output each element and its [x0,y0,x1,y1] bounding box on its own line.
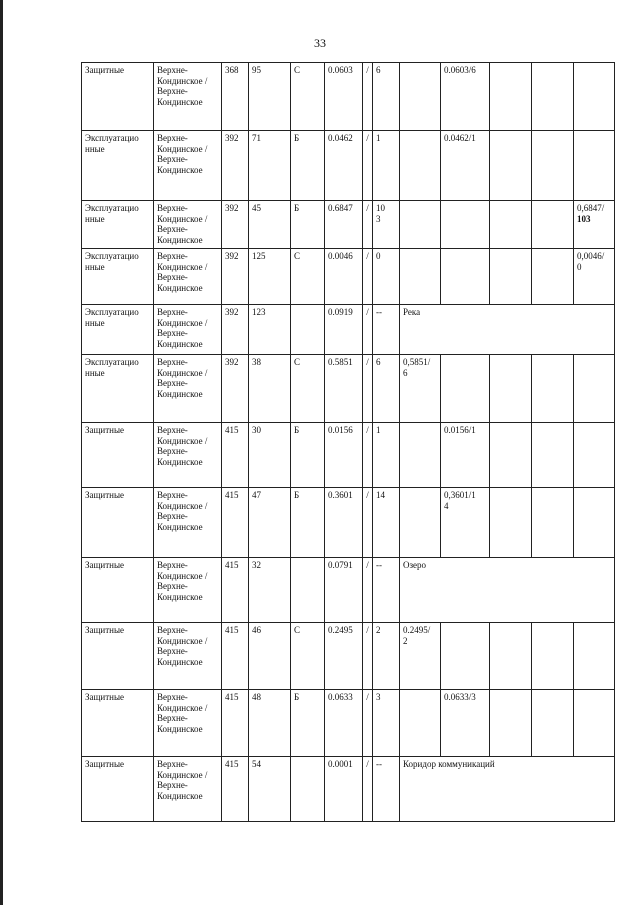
value-cell [400,690,441,757]
category-cell: Защитные [82,757,154,822]
value-cell [490,423,532,488]
quarter-cell: 392 [222,355,249,423]
table-row [82,201,615,249]
letter-cell [291,757,325,822]
separator-cell: / [363,423,373,488]
category-cell: Эксплуатацио нные [82,201,154,249]
table-row [82,423,615,488]
number-cell: 6 [373,63,400,131]
letter-cell: С [291,623,325,690]
forestry-cell: Верхне- Кондинское / Верхне- Кондинское [154,305,222,355]
category-cell: Защитные [82,690,154,757]
value-cell: 0,6847/ 103 [574,201,615,249]
value-cell [400,131,441,201]
category-cell: Эксплуатацио нные [82,355,154,423]
separator-cell: / [363,488,373,558]
area-cell: 0.0791 [325,558,363,623]
forestry-cell: Верхне- Кондинское / Верхне- Кондинское [154,488,222,558]
value-cell [490,249,532,305]
land-type-cell: Озеро [400,558,615,623]
letter-cell: С [291,249,325,305]
plot-cell: 95 [249,63,291,131]
land-type-cell: Коридор коммуникаций [400,757,615,822]
forestry-cell: Верхне- Кондинское / Верхне- Кондинское [154,355,222,423]
letter-cell [291,558,325,623]
number-cell: 2 [373,623,400,690]
area-cell: 0.0046 [325,249,363,305]
number-cell: -- [373,558,400,623]
land-type-cell: Река [400,305,615,355]
value-cell: 0,5851/ 6 [400,355,441,423]
forestry-cell: Верхне- Кондинское / Верхне- Кондинское [154,558,222,623]
category-cell: Защитные [82,623,154,690]
quarter-cell: 392 [222,201,249,249]
letter-cell: Б [291,131,325,201]
separator-cell: / [363,131,373,201]
separator-cell: / [363,249,373,305]
area-cell: 0.0001 [325,757,363,822]
value-cell [532,249,574,305]
separator-cell: / [363,201,373,249]
number-cell: 0 [373,249,400,305]
forestry-cell: Верхне- Кондинское / Верхне- Кондинское [154,623,222,690]
category-cell: Эксплуатацио нные [82,131,154,201]
plot-cell: 47 [249,488,291,558]
value-cell: 0.0633/3 [441,690,490,757]
plot-cell: 71 [249,131,291,201]
value-cell [490,201,532,249]
number-cell: -- [373,757,400,822]
letter-cell [291,305,325,355]
forestry-cell: Верхне- Кондинское / Верхне- Кондинское [154,757,222,822]
table-row [82,355,615,423]
separator-cell: / [363,690,373,757]
forestry-cell: Верхне- Кондинское / Верхне- Кондинское [154,249,222,305]
plot-cell: 123 [249,305,291,355]
forest-plot-table [81,62,615,822]
number-cell: 1 [373,131,400,201]
value-cell [574,623,615,690]
value-cell [574,131,615,201]
plot-cell: 54 [249,757,291,822]
letter-cell: С [291,63,325,131]
number-cell: 3 [373,690,400,757]
separator-cell: / [363,355,373,423]
value-cell [400,63,441,131]
quarter-cell: 415 [222,423,249,488]
area-cell: 0.5851 [325,355,363,423]
scan-edge [0,0,3,905]
page-number: 33 [314,36,326,50]
quarter-cell: 415 [222,757,249,822]
table-row [82,690,615,757]
value-cell: 0.2495/ 2 [400,623,441,690]
value-cell [490,131,532,201]
value-cell [400,249,441,305]
area-cell: 0.0603 [325,63,363,131]
number-cell: 10 3 [373,201,400,249]
plot-cell: 38 [249,355,291,423]
value-cell [490,355,532,423]
value-cell [490,623,532,690]
area-cell: 0.0633 [325,690,363,757]
value-cell [441,355,490,423]
value-cell [490,488,532,558]
forestry-cell: Верхне- Кондинское / Верхне- Кондинское [154,201,222,249]
value-cell [441,249,490,305]
forestry-cell: Верхне- Кондинское / Верхне- Кондинское [154,63,222,131]
category-cell: Защитные [82,63,154,131]
value-cell [532,690,574,757]
value-cell: 0.0462/1 [441,131,490,201]
value-cell [532,131,574,201]
forestry-cell: Верхне- Кондинское / Верхне- Кондинское [154,131,222,201]
area-cell: 0.3601 [325,488,363,558]
value-cell [532,355,574,423]
quarter-cell: 415 [222,558,249,623]
category-cell: Защитные [82,558,154,623]
table-row [82,558,615,623]
table-row [82,623,615,690]
number-cell: 1 [373,423,400,488]
value-cell: 0.0156/1 [441,423,490,488]
letter-cell: Б [291,201,325,249]
area-cell: 0.2495 [325,623,363,690]
letter-cell: С [291,355,325,423]
table-row [82,249,615,305]
value-cell [532,423,574,488]
number-cell: 6 [373,355,400,423]
area-cell: 0.0156 [325,423,363,488]
value-cell: 0,0046/ 0 [574,249,615,305]
area-cell: 0.6847 [325,201,363,249]
value-cell [400,201,441,249]
separator-cell: / [363,305,373,355]
area-cell: 0.0462 [325,131,363,201]
category-cell: Эксплуатацио нные [82,249,154,305]
quarter-cell: 392 [222,131,249,201]
forestry-cell: Верхне- Кондинское / Верхне- Кондинское [154,423,222,488]
plot-cell: 48 [249,690,291,757]
value-cell [441,623,490,690]
letter-cell: Б [291,690,325,757]
value-cell [441,201,490,249]
table-row [82,488,615,558]
table-row [82,131,615,201]
quarter-cell: 368 [222,63,249,131]
quarter-cell: 415 [222,623,249,690]
separator-cell: / [363,63,373,131]
quarter-cell: 392 [222,249,249,305]
number-cell: 14 [373,488,400,558]
separator-cell: / [363,558,373,623]
area-cell: 0.0919 [325,305,363,355]
quarter-cell: 415 [222,690,249,757]
value-cell: 0.0603/6 [441,63,490,131]
forestry-cell: Верхне- Кондинское / Верхне- Кондинское [154,690,222,757]
plot-cell: 125 [249,249,291,305]
plot-cell: 30 [249,423,291,488]
separator-cell: / [363,623,373,690]
value-cell [574,423,615,488]
separator-cell: / [363,757,373,822]
value-cell [532,201,574,249]
value-cell [490,690,532,757]
value-cell [574,355,615,423]
category-cell: Эксплуатацио нные [82,305,154,355]
category-cell: Защитные [82,488,154,558]
table-row [82,757,615,822]
quarter-cell: 392 [222,305,249,355]
value-cell [490,63,532,131]
value-cell [400,488,441,558]
value-cell: 0,3601/1 4 [441,488,490,558]
value-cell [400,423,441,488]
value-cell [574,488,615,558]
table-row [82,305,615,355]
plot-cell: 32 [249,558,291,623]
quarter-cell: 415 [222,488,249,558]
value-cell [532,63,574,131]
value-cell [532,623,574,690]
plot-cell: 45 [249,201,291,249]
category-cell: Защитные [82,423,154,488]
number-cell: -- [373,305,400,355]
letter-cell: Б [291,488,325,558]
letter-cell: Б [291,423,325,488]
plot-cell: 46 [249,623,291,690]
table-row [82,63,615,131]
value-cell [574,63,615,131]
value-cell [574,690,615,757]
value-cell [532,488,574,558]
value-cell-bold-part: 103 [577,213,591,224]
